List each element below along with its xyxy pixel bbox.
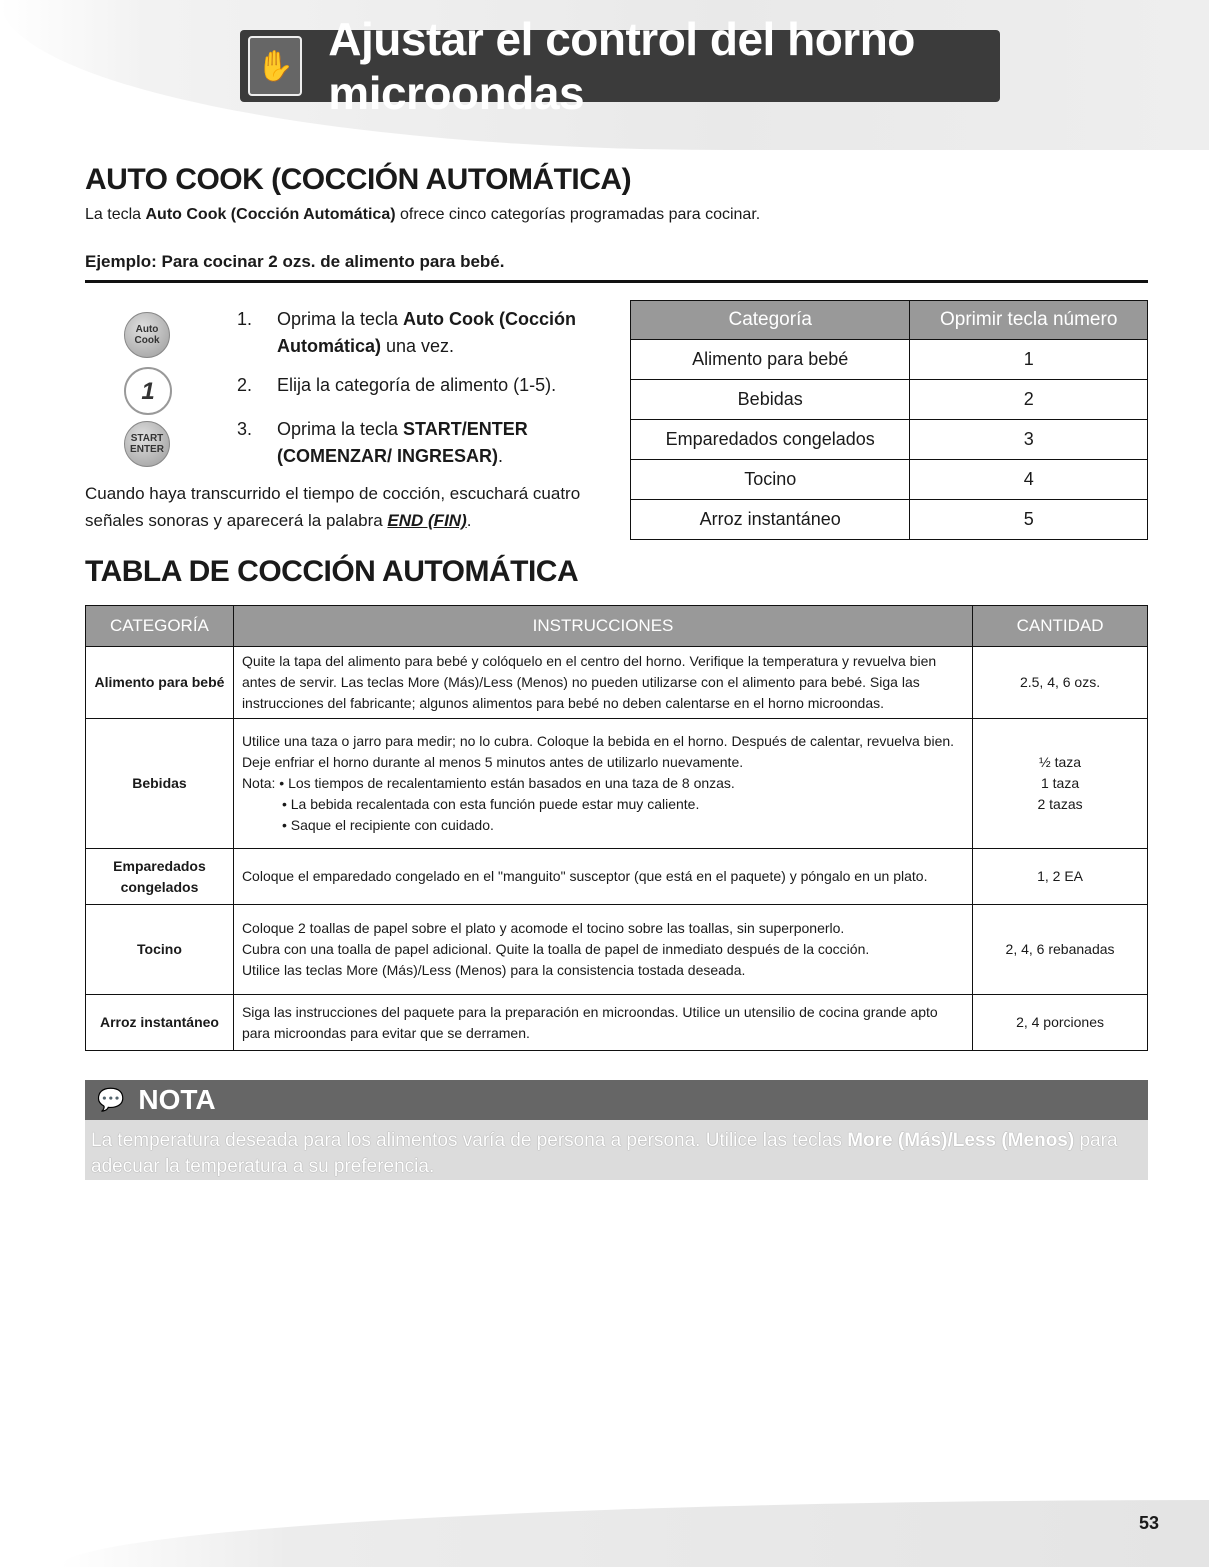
page-title-bar [240, 13, 1000, 119]
auto-cook-key-icon: Auto Cook [124, 312, 170, 358]
note-title: NOTA [138, 1084, 216, 1115]
table-header: CATEGORÍA [86, 606, 234, 647]
intro-text: La tecla Auto Cook (Cocción Automática) ofrece cinco categorías programadas para cocinar. [85, 206, 761, 223]
step-2: 2. Elija la categoría de alimento (1-5). [237, 375, 557, 395]
footer-band [60, 1500, 1209, 1567]
table-row: Tocino Coloque 2 toallas de papel sobre el plato y acomode el tocino sobre las toallas, sin superponerlo. Cubra con una toalla de papel adicional. Quite la toalla de papel de inmediato después de la cocción. Utilice las teclas More (Más)/Less (Menos) para la consistencia tostada deseada. 2, 4, 6 rebanadas [86, 905, 1148, 995]
section-heading-auto-cook: AUTO COOK (COCCIÓN AUTOMÁTICA) [85, 163, 632, 196]
page-number: 53 [1138, 1513, 1159, 1533]
table-header: Oprimir tecla número [910, 301, 1148, 340]
table-row: Alimento para bebé 1 [631, 340, 1148, 380]
table-row: Emparedados congelados 3 [631, 420, 1148, 460]
table-row: Tocino 4 [631, 460, 1148, 500]
note-text: La temperatura deseada para los alimentos varía de persona a persona. Utilice las teclas More (Más)/Less (Menos) para adecuar la temperatura a su preferencia. [91, 1130, 1118, 1177]
step-3: 3. Oprima la tecla START/ENTER (COMENZAR/ INGRESAR). [237, 419, 528, 466]
page-title: Ajustar el control del horno microondas [328, 13, 915, 119]
table-row: Bebidas 2 [631, 380, 1148, 420]
auto-cook-table [85, 605, 1148, 1051]
completion-text: Cuando haya transcurrido el tiempo de cocción, escuchará cuatro señales sonoras y aparecerá la palabra END (FIN). [85, 484, 581, 530]
step-1: 1. Oprima la tecla Auto Cook (Cocción Automática) una vez. [237, 309, 577, 356]
table-row: Emparedados congelados Coloque el emparedado congelado en el "manguito" susceptor (que está en el paquete) y póngalo en un plato. 1, 2 EA [86, 849, 1148, 905]
table-row: Alimento para bebé Quite la tapa del alimento para bebé y colóquelo en el centro del horno. Verifique la temperatura y revuelva bien antes de servir. Las teclas More (Más)/Less (Menos) no pueden utilizarse con el alimento para bebé. Siga las instrucciones del fabricante; algunos alimentos para bebé no deben calentarse en el horno microondas. 2.5, 4, 6 ozs. [86, 647, 1148, 719]
table-row: Bebidas Utilice una taza o jarro para medir; no lo cubra. Coloque la bebida en el horno. Después de calentar, revuelva bien. Deje enfriar el horno durante al menos 5 minutos antes de utilizarlo nuevamente. Nota: • Los tiempos de recalentamiento están basados en una taza de 8 onzas. • La bebida recalentada con esta función puede estar muy caliente. • Saque el recipiente con cuidado. ½ taza 1 taza 2 tazas [86, 719, 1148, 849]
start-enter-key-icon: START ENTER [124, 421, 170, 467]
hand-settings-icon: ✋ [248, 36, 302, 96]
number-one-key-icon: 1 [124, 367, 172, 415]
table-header: Categoría [631, 301, 910, 340]
section-heading-cook-table: TABLA DE COCCIÓN AUTOMÁTICA [85, 555, 579, 588]
example-heading: Ejemplo: Para cocinar 2 ozs. de alimento para bebé. [85, 252, 1148, 283]
table-row: Arroz instantáneo 5 [631, 500, 1148, 540]
table-row: Arroz instantáneo Siga las instrucciones del paquete para la preparación en microondas. Utilice un utensilio de cocina grande apto para microondas para evitar que se derramen. 2, 4 porciones [86, 995, 1148, 1051]
category-key-table [630, 300, 1148, 540]
table-header: INSTRUCCIONES [233, 606, 972, 647]
speech-bubble-icon: 💬 [97, 1087, 125, 1112]
table-header: CANTIDAD [973, 606, 1148, 647]
note-box [85, 1080, 1148, 1180]
note-header [85, 1080, 1148, 1120]
